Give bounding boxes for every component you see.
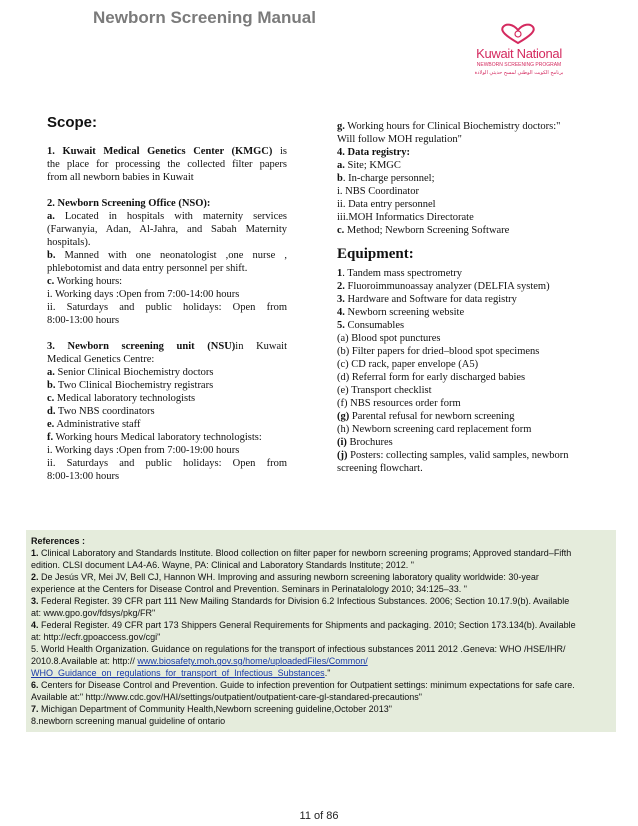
nso-c-ii-line1: ii. Saturdays and public holidays: Open from	[47, 302, 287, 313]
ref-6-line2: Available at:" http://www.cdc.gov/HAI/settings/outpatient/outpatient-care-gl-standared-precautions"	[31, 692, 422, 702]
equip-c: (c) CD rack, paper envelope (A5)	[337, 359, 479, 370]
equip-g: (g) Parental refusal for newborn screening	[337, 411, 515, 422]
ref-5-line2: 2010.8.Available at: http:// www.biosafety.moh.gov.sg/home/uploadedFiles/Common/	[31, 656, 368, 666]
right-column	[337, 120, 587, 475]
ref-4-line1: 4. Federal Register. 49 CFR part 173 Shippers General Requirements for Shipments and packaging. 2010; Section 173.134(b). Available	[31, 620, 576, 630]
nsu-b: b. Two Clinical Biochemistry registrars	[47, 380, 214, 391]
ref-6-line1: 6. Centers for Disease Control and Prevention. Guide to infection prevention for Outpatient settings: minimum expectations for safe care.	[31, 680, 575, 690]
nso-a-line3: hospitals).	[47, 237, 91, 248]
nsu-f-i: i. Working days :Open from 7:00-19:00 hours	[47, 445, 240, 456]
equip-b: (b) Filter papers for dried–blood spot specimens	[337, 346, 540, 357]
nsu-g-line2: Will follow MOH regulation"	[337, 134, 462, 145]
nsu-g-line1: g. Working hours for Clinical Biochemistry doctors:"	[337, 121, 561, 132]
nso-a-line2: (Farwanyia, Adan, Al-Jahra, and Sabah Maternity	[47, 224, 287, 235]
nso-c: c. Working hours:	[47, 276, 123, 287]
kmgc-line1: 1. Kuwait Medical Genetics Center (KMGC) is	[47, 146, 287, 157]
ref-5-line1: 5. World Health Organization. Guidance on regulations for the transport of infectious substances 2011 2012 .Geneva: WHO /HSE/IHR/	[31, 644, 566, 654]
ref-5-link-cont[interactable]: WHO_Guidance_on_regulations_for_transport_of_Infectious_Substances	[31, 668, 325, 678]
equip-d: (d) Referral form for early discharged babies	[337, 372, 526, 383]
nsu-e: e. Administrative staff	[47, 419, 141, 430]
ref-3-line1: 3. Federal Register. 39 CFR part 111 New Mailing Standards for Division 6.2 Infectious Substances. 2006; Section 10.17.9(b). Available	[31, 596, 570, 606]
logo-arabic: برنامج الكويت الوطني لمسح حديثي الولادة	[474, 70, 564, 76]
ref-3-line2: at: www.gpo.gov/fdsys/pkg/FR"	[31, 608, 156, 618]
equip-f: (f) NBS resources order form	[337, 398, 461, 409]
nso-a-line1: a. Located in hospitals with maternity services	[47, 211, 287, 222]
equip-a: (a) Blood spot punctures	[337, 333, 441, 344]
nsu-f-ii-line2: 8:00-13:00 hours	[47, 471, 120, 482]
nsu-line2: Medical Genetics Centre:	[47, 354, 155, 365]
equip-2: 2. Fluoroimmunoassay analyzer (DELFIA system)	[337, 281, 550, 292]
nso-heading: 2. Newborn Screening Office (NSO):	[47, 198, 211, 209]
kmgc-line3: from all newborn babies in Kuwait	[47, 172, 194, 183]
nso-c-ii-line2: 8:00-13:00 hours	[47, 315, 120, 326]
nsu-f: f. Working hours Medical laboratory technologists:	[47, 432, 262, 443]
nso-c-i: i. Working days :Open from 7:00-14:00 hours	[47, 289, 240, 300]
logo-subtitle: NEWBORN SCREENING PROGRAM	[476, 62, 562, 68]
program-logo	[466, 22, 572, 82]
heart-logo-icon	[496, 22, 540, 46]
equip-3: 3. Hardware and Software for data registry	[337, 294, 517, 305]
ref-2-line2: experience at the Centers for Disease Control and Prevention. Seminars in Perinatalology 2010; 34:125–33. "	[31, 584, 467, 594]
ref-7-line1: 7. Michigan Department of Community Health,Newborn screening guideline,October 2013"	[31, 704, 392, 714]
nsu-line1: 3. Newborn screening unit (NSU)in Kuwait	[47, 341, 287, 352]
registry-c: c. Method; Newborn Screening Software	[337, 225, 510, 236]
manual-title: Newborn Screening Manual	[93, 8, 316, 27]
ref-1-line1: 1. Clinical Laboratory and Standards Institute. Blood collection on filter paper for newborn screening programs; Approved standard–Fifth	[31, 548, 572, 558]
nsu-c: c. Medical laboratory technologists	[47, 393, 196, 404]
ref-1-line2: edition. CLSI document LA4-A6. Wayne, PA: Clinical and Laboratory Standards Institute; 2012. "	[31, 560, 414, 570]
registry-b: b. In-charge personnel;	[337, 173, 435, 184]
equip-j-line1: (j) Posters: collecting samples, valid samples, newborn	[337, 450, 569, 461]
ref-4-line2: at: http://ecfr.gpoaccess.gov/cgi"	[31, 632, 161, 642]
equip-5: 5. Consumables	[337, 320, 405, 331]
equip-4: 4. Newborn screening website	[337, 307, 465, 318]
scope-heading: Scope:	[47, 114, 98, 131]
registry-i: i. NBS Coordinator	[337, 186, 419, 197]
registry-a: a. Site; KMGC	[337, 160, 401, 171]
equip-j-line2: screening flowchart.	[337, 463, 423, 474]
equip-i: (i) Brochures	[337, 437, 393, 448]
logo-name: Kuwait National	[476, 46, 562, 61]
left-column	[47, 114, 287, 483]
ref-8-line1: 8.newborn screening manual guideline of ontario	[31, 716, 226, 726]
ref-5-line3: WHO_Guidance_on_regulations_for_transport_of_Infectious_Substances."	[31, 668, 331, 678]
registry-iii: iii.MOH Informatics Directorate	[337, 212, 474, 223]
references-box	[26, 530, 616, 732]
registry-heading: 4. Data registry:	[337, 147, 410, 158]
equip-e: (e) Transport checklist	[337, 385, 432, 396]
kmgc-line2: the place for processing the collected filter papers	[47, 159, 287, 170]
references-heading: References :	[31, 536, 86, 546]
nsu-d: d. Two NBS coordinators	[47, 406, 155, 417]
equip-1: 1. Tandem mass spectrometry	[337, 268, 463, 279]
nso-b-line2: phlebotomist and data entry personnel per shift.	[47, 263, 248, 274]
registry-ii: ii. Data entry personnel	[337, 199, 436, 210]
nsu-f-ii-line1: ii. Saturdays and public holidays: Open from	[47, 458, 287, 469]
ref-2-line1: 2. De Jesús VR, Mei JV, Bell CJ, Hannon WH. Improving and assuring newborn screening laboratory quality worldwide: 30-year	[31, 572, 539, 582]
equip-h: (h) Newborn screening card replacement form	[337, 424, 532, 435]
ref-5-link[interactable]: www.biosafety.moh.gov.sg/home/uploadedFiles/Common/	[137, 656, 368, 666]
nsu-a: a. Senior Clinical Biochemistry doctors	[47, 367, 214, 378]
equipment-heading: Equipment:	[337, 246, 414, 262]
page-number: 11 of 86	[299, 810, 339, 822]
nso-b-line1: b. Manned with one neonatologist ,one nurse ,	[47, 250, 287, 261]
